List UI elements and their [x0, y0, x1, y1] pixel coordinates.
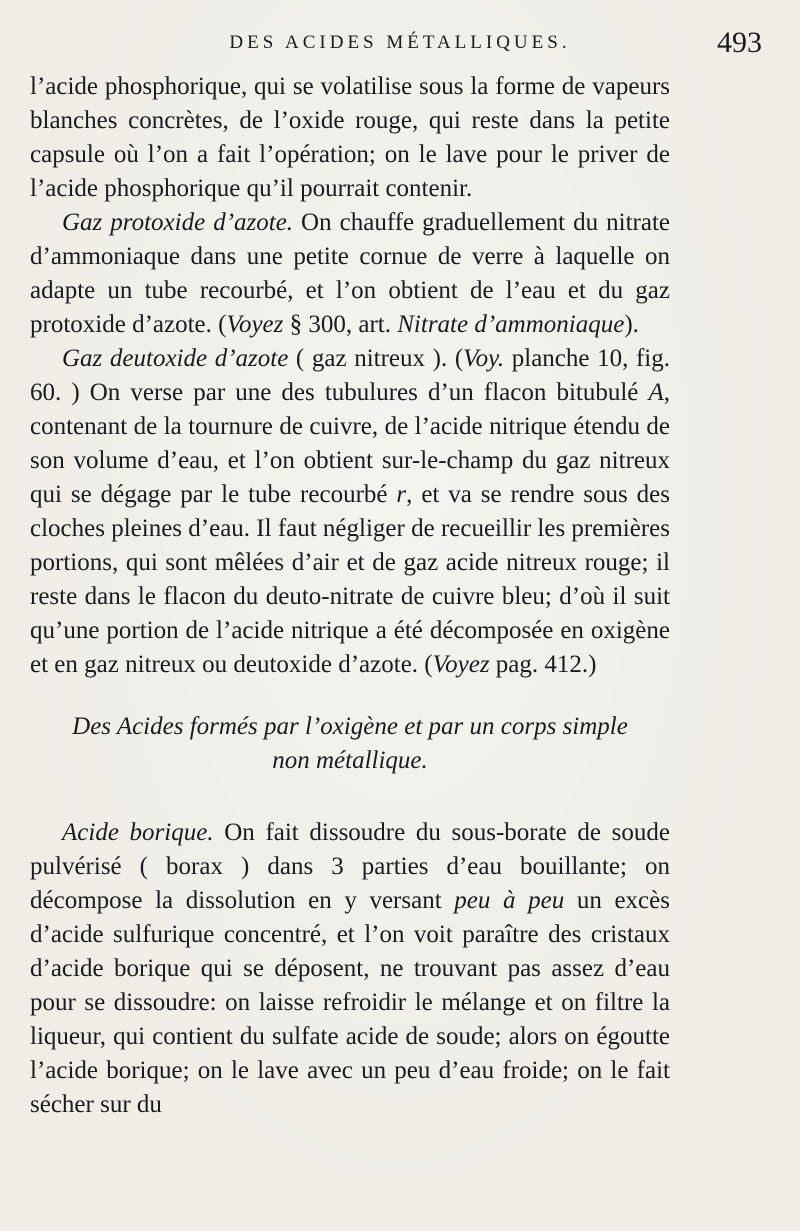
section-spacer — [30, 778, 670, 816]
section-title-line: non métallique. — [272, 747, 428, 774]
paragraph-text: un excès d’acide sulfurique concentré, et l’on voit paraître des cristaux d’acide borique qui se déposent, ne trouvant pas assez d’eau pour se dissoudre: on laisse refroidir le mélange et on filtre la liqueur, qui contient du sulfate acide de soude; alors on égoutte l’acide borique; on le lave avec un peu d’eau froide; on le fait sécher sur du — [30, 887, 670, 1118]
body-text — [30, 70, 670, 1122]
paragraph-deutoxide — [30, 342, 670, 682]
figure-label: A — [648, 379, 664, 406]
section-title — [30, 710, 670, 778]
paragraph-text: , contenant de la tournure de cuivre, de l’acide nitrique étendu de son volume d’eau, et l’on obtient sur-le-champ du gaz nitreux qui se dégage par le tube recourbé — [30, 379, 670, 508]
paragraph-text: pag. 412.) — [489, 651, 597, 678]
paragraph-text: On chauffe graduellement du nitrate d’ammoniaque dans une petite cornue de verre à laquelle on adapte un tube recourbé, et l’on obtient de l’eau et du gaz protoxide d’azote. ( — [30, 209, 671, 338]
emphasis: peu à peu — [454, 887, 565, 914]
paragraph-text: On fait dissoudre du sous-borate de soude pulvérisé ( borax ) dans 3 parties d’eau bouillante; on décompose la dissolution en y versant — [30, 819, 670, 914]
cross-reference: Voyez — [226, 311, 284, 338]
paragraph-protoxide — [30, 206, 670, 342]
figure-label: r — [396, 481, 407, 508]
paragraph-continuation — [30, 70, 670, 206]
running-head: DES ACIDES MÉTALLIQUES. — [229, 32, 571, 53]
paragraph-lead: Gaz deutoxide d’azote — [62, 345, 289, 372]
paragraph-text: , et va se rendre sous des cloches pleines d’eau. Il faut négliger de recueillir les premières portions, qui sont mêlées d’air et de gaz acide nitreux rouge; il reste dans le flacon du deuto-nitrate de cuivre bleu; d’où il suit qu’une portion de l’acide nitrique a été décomposée en oxigène et en gaz nitreux ou deutoxide d’azote. ( — [30, 481, 670, 678]
paragraph-text: ). — [624, 311, 639, 338]
cross-reference: Voyez — [432, 651, 490, 678]
paragraph-text: l’acide phosphorique, qui se volatilise sous la forme de vapeurs blanches concrètes, de l’oxide rouge, qui reste dans la petite capsule où l’on a fait l’opération; on le lave pour le priver de l’acide phosphorique qu’il pourrait contenir. — [30, 73, 670, 202]
paragraph-lead: Gaz protoxide d’azote. — [62, 209, 294, 236]
paragraph-lead: Acide borique. — [62, 819, 214, 846]
paragraph-borique — [30, 816, 670, 1122]
cross-reference: Nitrate d’ammoniaque — [397, 311, 625, 338]
paragraph-text: ( gaz nitreux ). ( — [288, 345, 464, 372]
section-title-line: Des Acides formés par l’oxigène et par un corps simple — [72, 713, 628, 740]
paragraph-text: planche 10, fig. 60. ) On verse par une des tubulures d’un flacon bitubulé — [30, 345, 670, 406]
cross-reference: Voy. — [463, 345, 505, 372]
page-number: 493 — [717, 26, 762, 59]
paragraph-text: § 300, art. — [283, 311, 398, 338]
page-header — [30, 22, 770, 62]
